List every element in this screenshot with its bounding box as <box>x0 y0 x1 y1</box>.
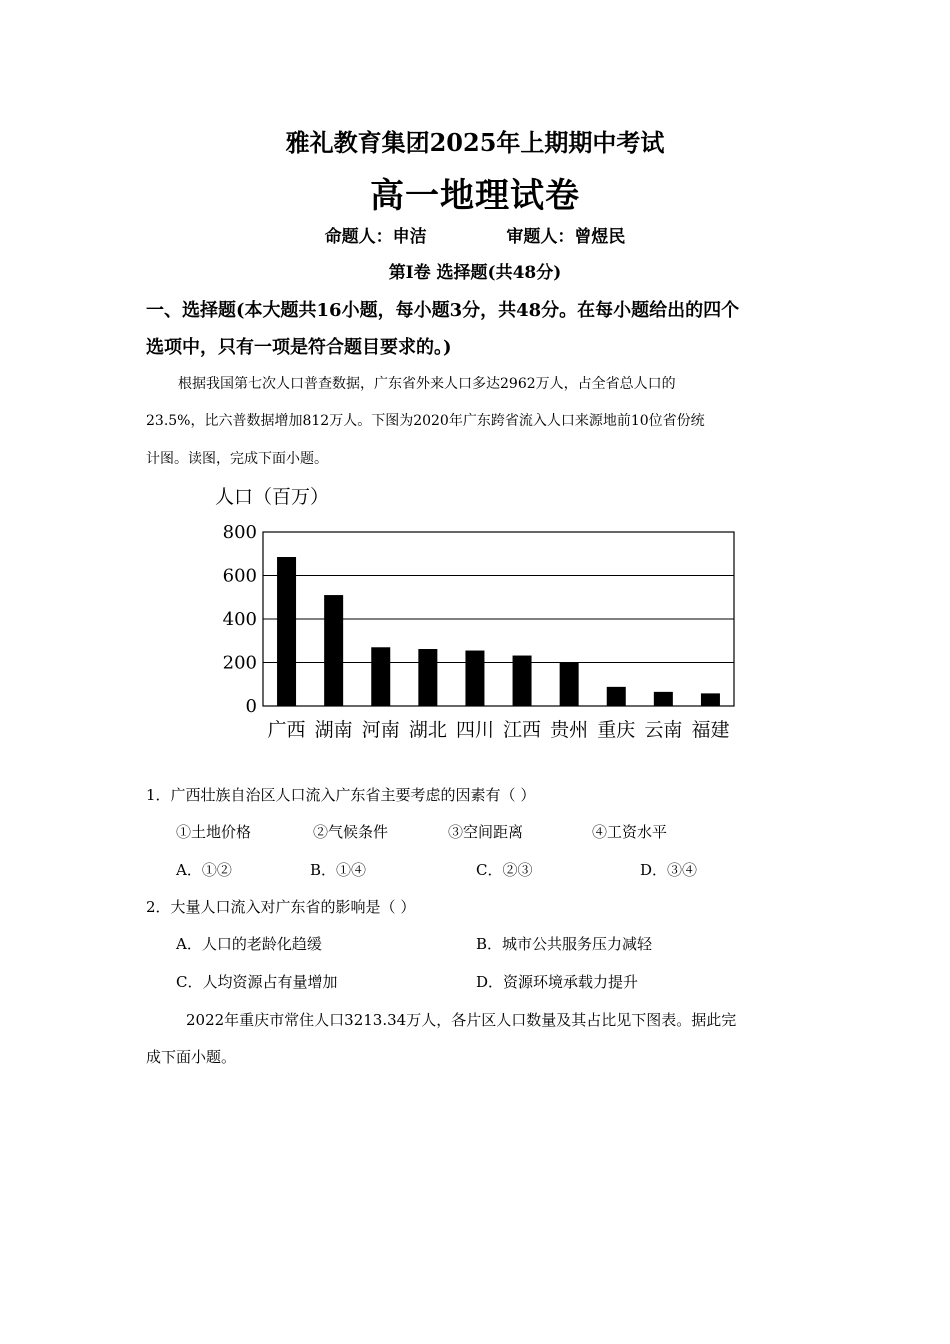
q2-option-b: B．城市公共服务压力减轻 <box>476 935 653 953</box>
bar-3 <box>371 647 390 706</box>
section-header: 第Ⅰ卷 选择题(共48分) <box>388 263 562 283</box>
q2-option-a: A．人口的老龄化趋缓 <box>176 935 322 953</box>
x-tick-label: 河南 <box>361 719 400 741</box>
y-tick-label: 0 <box>245 696 257 717</box>
bar-10 <box>701 693 720 706</box>
y-tick-label: 600 <box>222 565 257 587</box>
bar-4 <box>418 649 437 706</box>
x-tick-label: 重庆 <box>597 719 636 741</box>
q1-stem: 1．广西壮族自治区人口流入广东省主要考虑的因素有（ ） <box>146 786 536 804</box>
q2-option-d: D．资源环境承载力提升 <box>476 973 639 991</box>
authors-line <box>0 222 950 247</box>
y-tick-label: 200 <box>222 652 257 674</box>
passage2-line-1: 2022年重庆市常住人口3213.34万人，各片区人口数量及其占比见下图表。据此完 <box>186 1011 737 1029</box>
x-tick-label: 云南 <box>644 719 683 741</box>
migration-bar-chart <box>190 478 760 753</box>
bar-9 <box>654 692 673 706</box>
x-tick-label: 江西 <box>503 719 542 741</box>
reviewer: 审题人：曾煜民 <box>506 227 626 247</box>
q1-factor-2: ②气候条件 <box>313 823 389 841</box>
passage1-line-1: 根据我国第七次人口普查数据，广东省外来人口多达2962万人，占全省总人口的 <box>178 376 676 392</box>
q2-stem: 2．大量人口流入对广东省的影响是（ ） <box>146 898 416 916</box>
instruction-line-1: 一、选择题(本大题共16小题，每小题3分，共48分。在每小题给出的四个 <box>146 300 740 321</box>
passage1-line-3: 计图。读图，完成下面小题。 <box>146 451 328 467</box>
q1-option-c: C．②③ <box>476 861 533 879</box>
q1-option-a: A．①② <box>176 861 232 879</box>
x-tick-label: 湖北 <box>408 719 447 741</box>
exam-title: 高一地理试卷 <box>370 176 580 216</box>
school-title: 雅礼教育集团2025年上期期中考试 <box>285 128 665 157</box>
q1-option-d: D．③④ <box>640 861 698 879</box>
y-axis-label: 人口（百万） <box>215 486 330 508</box>
y-tick-label: 400 <box>222 609 257 630</box>
x-tick-labels <box>268 719 730 741</box>
x-tick-label: 福建 <box>691 719 730 741</box>
bar-6 <box>513 656 532 706</box>
chart-bars <box>277 557 720 706</box>
q1-factor-4: ④工资水平 <box>592 823 668 841</box>
setter: 命题人：申洁 <box>324 227 427 247</box>
passage1-line-2: 23.5%，比六普数据增加812万人。下图为2020年广东跨省流入人口来源地前10位省份统 <box>146 413 705 429</box>
y-tick-label: 800 <box>222 522 257 543</box>
passage2-line-2: 成下面小题。 <box>146 1048 237 1066</box>
q1-factor-3: ③空间距离 <box>448 823 524 841</box>
q1-option-b: B．①④ <box>310 861 367 879</box>
bar-8 <box>607 687 626 706</box>
bar-1 <box>277 557 296 706</box>
x-tick-label: 湖南 <box>314 719 353 741</box>
bar-7 <box>560 663 579 707</box>
x-tick-label: 贵州 <box>550 719 589 741</box>
bar-2 <box>324 595 343 706</box>
q1-factor-1: ①土地价格 <box>176 823 252 841</box>
y-tick-labels <box>223 522 257 717</box>
bar-5 <box>465 651 484 706</box>
instruction-line-2: 选项中，只有一项是符合题目要求的。) <box>146 337 452 358</box>
x-tick-label: 广西 <box>267 719 306 741</box>
q2-option-c: C．人均资源占有量增加 <box>176 973 338 991</box>
x-tick-label: 四川 <box>455 719 494 741</box>
